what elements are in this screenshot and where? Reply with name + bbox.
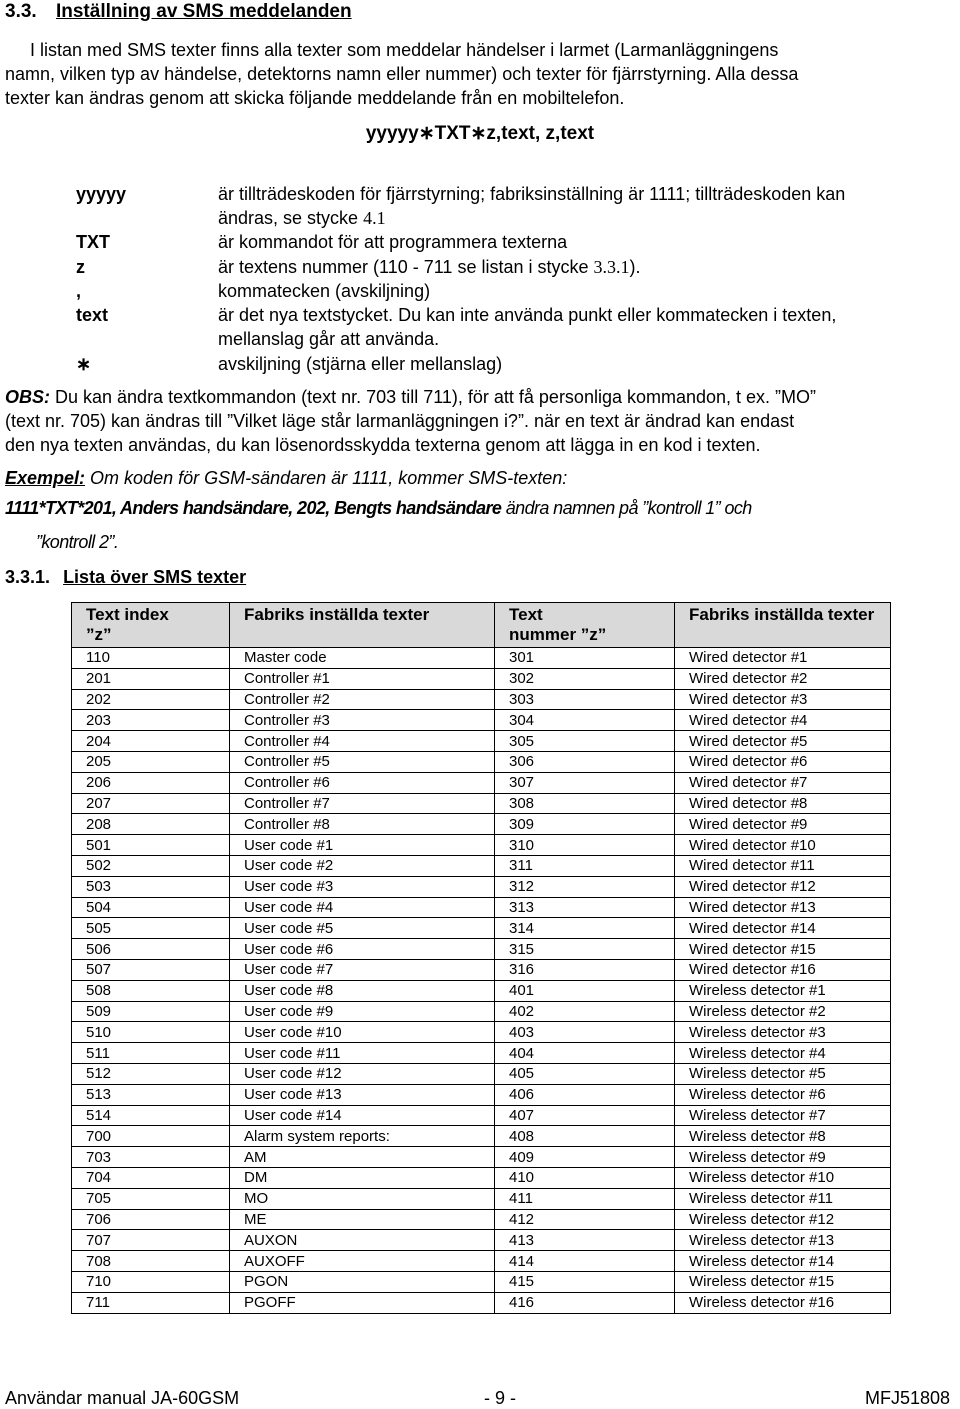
footer-right: MFJ51808 [865, 1388, 951, 1408]
cell-factory-text-2: Wired detector #15 [675, 939, 891, 960]
cell-factory-text: User code #4 [230, 897, 495, 918]
cell-factory-text-2: Wired detector #10 [675, 835, 891, 856]
cell-text-number: 402 [495, 1001, 675, 1022]
cell-factory-text: PGON [230, 1271, 495, 1292]
cell-text-number: 304 [495, 710, 675, 731]
cell-factory-text: Controller #8 [230, 814, 495, 835]
cell-text-index: 512 [72, 1063, 230, 1084]
cell-text-index: 704 [72, 1167, 230, 1188]
section-heading [5, 1, 352, 23]
cell-text-number: 410 [495, 1167, 675, 1188]
cell-factory-text: AUXOFF [230, 1251, 495, 1272]
cell-text-number: 413 [495, 1230, 675, 1251]
command-syntax: yyyyy∗TXT∗z,text, z,text [365, 123, 595, 144]
table-row [72, 1043, 891, 1064]
cell-factory-text: Alarm system reports: [230, 1126, 495, 1147]
cell-factory-text-2: Wired detector #2 [675, 668, 891, 689]
def-term-text: text [76, 305, 109, 325]
sms-text-table [71, 602, 891, 1314]
cell-text-number: 302 [495, 668, 675, 689]
header-text-number: Text nummer ”z” [495, 603, 675, 648]
cell-factory-text-2: Wireless detector #3 [675, 1022, 891, 1043]
cell-text-index: 207 [72, 793, 230, 814]
cell-text-number: 311 [495, 855, 675, 876]
cell-factory-text: User code #5 [230, 918, 495, 939]
cell-factory-text-2: Wired detector #6 [675, 751, 891, 772]
cell-factory-text: AUXON [230, 1230, 495, 1251]
cell-text-index: 502 [72, 855, 230, 876]
cell-factory-text: Controller #4 [230, 731, 495, 752]
cell-factory-text: User code #13 [230, 1084, 495, 1105]
cell-factory-text: Controller #5 [230, 751, 495, 772]
cell-text-number: 406 [495, 1084, 675, 1105]
cell-text-number: 414 [495, 1251, 675, 1272]
cell-factory-text-2: Wired detector #7 [675, 772, 891, 793]
cell-factory-text-2: Wired detector #4 [675, 710, 891, 731]
obs-line-2: (text nr. 705) kan ändras till ”Vilket läge står larmanläggningen i?”. när en text är ändrad kan endast [5, 411, 795, 431]
table-row [72, 1105, 891, 1126]
cell-factory-text: Controller #1 [230, 668, 495, 689]
intro-line-2: namn, vilken typ av händelse, detektorns namn eller nummer) och texter för fjärrstyrning. Alla dessa [5, 64, 799, 84]
cell-factory-text: User code #11 [230, 1043, 495, 1064]
example-command: 1111*TXT*201, Anders handsändare, 202, Bengts handsändare [5, 498, 502, 518]
def-text-yyyyy-2: ändras, se stycke 4.1 [218, 208, 386, 228]
cell-text-number: 409 [495, 1147, 675, 1168]
cell-text-number: 308 [495, 793, 675, 814]
cell-text-index: 510 [72, 1022, 230, 1043]
subsection-heading [5, 567, 246, 588]
cell-text-index: 501 [72, 835, 230, 856]
section-number: 3.3. [5, 1, 37, 22]
cell-text-index: 509 [72, 1001, 230, 1022]
table-row [72, 835, 891, 856]
cell-text-index: 711 [72, 1292, 230, 1313]
cell-text-number: 305 [495, 731, 675, 752]
obs-line-1: OBS: Du kan ändra textkommandon (text nr. 703 till 711), för att få personliga kommandon, t ex. ”MO” [5, 387, 817, 407]
cell-text-index: 110 [72, 648, 230, 669]
cell-text-index: 205 [72, 751, 230, 772]
table-row [72, 731, 891, 752]
obs-label: OBS: [5, 387, 50, 407]
cell-factory-text: User code #8 [230, 980, 495, 1001]
cell-text-number: 303 [495, 689, 675, 710]
cell-factory-text: ME [230, 1209, 495, 1230]
table-row [72, 1292, 891, 1313]
header-factory-texts: Fabriks inställda texter [230, 603, 495, 648]
cell-text-index: 700 [72, 1126, 230, 1147]
cell-text-index: 505 [72, 918, 230, 939]
def-text-z: är textens nummer (110 - 711 se listan i stycke 3.3.1). [218, 257, 641, 277]
cell-factory-text-2: Wired detector #13 [675, 897, 891, 918]
cell-text-number: 405 [495, 1063, 675, 1084]
def-term-yyyyy: yyyyy [76, 184, 127, 204]
cell-factory-text: User code #6 [230, 939, 495, 960]
header-factory-texts-2: Fabriks inställda texter [675, 603, 891, 648]
cell-text-index: 710 [72, 1271, 230, 1292]
cell-factory-text-2: Wireless detector #13 [675, 1230, 891, 1251]
table-row [72, 1188, 891, 1209]
cell-factory-text: Controller #3 [230, 710, 495, 731]
cell-factory-text-2: Wireless detector #5 [675, 1063, 891, 1084]
cell-factory-text-2: Wired detector #5 [675, 731, 891, 752]
cell-factory-text: User code #10 [230, 1022, 495, 1043]
cell-text-number: 307 [495, 772, 675, 793]
table-row [72, 959, 891, 980]
cell-text-number: 404 [495, 1043, 675, 1064]
table-row [72, 1001, 891, 1022]
example-command-line: 1111*TXT*201, Anders handsändare, 202, Bengts handsändare ändra namnen på ”kontroll 1” och [5, 498, 752, 518]
table-row [72, 1271, 891, 1292]
cell-text-number: 306 [495, 751, 675, 772]
cell-text-index: 506 [72, 939, 230, 960]
cell-factory-text: Controller #2 [230, 689, 495, 710]
table-row [72, 772, 891, 793]
cell-text-index: 705 [72, 1188, 230, 1209]
table-row [72, 668, 891, 689]
cell-text-index: 201 [72, 668, 230, 689]
footer-page-number: - 9 - [484, 1388, 517, 1408]
cell-factory-text: User code #14 [230, 1105, 495, 1126]
header-text-index: Text index ”z” [72, 603, 230, 648]
cell-factory-text: User code #7 [230, 959, 495, 980]
cell-text-index: 703 [72, 1147, 230, 1168]
table-row [72, 793, 891, 814]
cell-factory-text-2: Wireless detector #7 [675, 1105, 891, 1126]
example-intro: Exempel: Om koden för GSM-sändaren är 1111, kommer SMS-texten: [5, 468, 568, 488]
cell-text-number: 416 [495, 1292, 675, 1313]
cell-factory-text-2: Wired detector #16 [675, 959, 891, 980]
table-row [72, 1230, 891, 1251]
cell-text-index: 206 [72, 772, 230, 793]
cell-factory-text: PGOFF [230, 1292, 495, 1313]
def-text-text-2: mellanslag går att använda. [218, 329, 440, 349]
subsection-title: Lista över SMS texter [63, 567, 247, 587]
cell-text-index: 508 [72, 980, 230, 1001]
cell-factory-text-2: Wireless detector #16 [675, 1292, 891, 1313]
cell-text-index: 202 [72, 689, 230, 710]
cell-text-index: 203 [72, 710, 230, 731]
cell-factory-text-2: Wired detector #1 [675, 648, 891, 669]
cell-text-index: 708 [72, 1251, 230, 1272]
cell-text-index: 204 [72, 731, 230, 752]
def-text-text-1: är det nya textstycket. Du kan inte använda punkt eller kommatecken i texten, [218, 305, 837, 325]
cell-factory-text-2: Wireless detector #12 [675, 1209, 891, 1230]
cell-text-index: 503 [72, 876, 230, 897]
def-term-star: ∗ [76, 354, 92, 374]
cell-text-number: 407 [495, 1105, 675, 1126]
cell-factory-text-2: Wired detector #14 [675, 918, 891, 939]
cell-factory-text: User code #3 [230, 876, 495, 897]
cell-factory-text-2: Wired detector #3 [675, 689, 891, 710]
cell-factory-text: Controller #6 [230, 772, 495, 793]
cell-text-number: 403 [495, 1022, 675, 1043]
cell-text-number: 412 [495, 1209, 675, 1230]
cell-factory-text-2: Wireless detector #15 [675, 1271, 891, 1292]
table-row [72, 648, 891, 669]
cell-factory-text-2: Wired detector #9 [675, 814, 891, 835]
cell-text-index: 507 [72, 959, 230, 980]
table-row [72, 1251, 891, 1272]
example-line-3: ”kontroll 2”. [36, 532, 119, 552]
def-term-comma: , [76, 281, 82, 301]
cell-factory-text-2: Wireless detector #1 [675, 980, 891, 1001]
table-row [72, 710, 891, 731]
cell-factory-text: MO [230, 1188, 495, 1209]
table-row [72, 980, 891, 1001]
table-row [72, 1063, 891, 1084]
example-label: Exempel: [5, 468, 86, 488]
cell-text-index: 504 [72, 897, 230, 918]
table-row [72, 1084, 891, 1105]
table-row [72, 1167, 891, 1188]
def-term-z: z [76, 257, 85, 277]
cell-text-number: 301 [495, 648, 675, 669]
obs-line-3: den nya texten användas, du kan lösenordsskydda texterna genom att lägga in en kod i texten. [5, 435, 761, 455]
table-row [72, 751, 891, 772]
def-term-txt: TXT [76, 232, 110, 252]
cell-text-number: 313 [495, 897, 675, 918]
table-row [72, 939, 891, 960]
cell-factory-text-2: Wireless detector #9 [675, 1147, 891, 1168]
cell-text-number: 411 [495, 1188, 675, 1209]
cell-text-index: 706 [72, 1209, 230, 1230]
table-row [72, 1126, 891, 1147]
cell-text-index: 707 [72, 1230, 230, 1251]
def-text-txt: är kommandot för att programmera texterna [218, 232, 568, 252]
cell-text-number: 315 [495, 939, 675, 960]
cell-text-number: 401 [495, 980, 675, 1001]
table-row [72, 1209, 891, 1230]
section-title: Inställning av SMS meddelanden [55, 1, 352, 22]
cell-text-number: 314 [495, 918, 675, 939]
table-row [72, 689, 891, 710]
cell-text-index: 513 [72, 1084, 230, 1105]
cell-text-index: 514 [72, 1105, 230, 1126]
cell-factory-text: Master code [230, 648, 495, 669]
cell-text-number: 408 [495, 1126, 675, 1147]
cell-factory-text-2: Wireless detector #2 [675, 1001, 891, 1022]
subsection-number: 3.3.1. [5, 567, 51, 587]
table-row [72, 1147, 891, 1168]
cell-factory-text-2: Wireless detector #11 [675, 1188, 891, 1209]
cell-factory-text-2: Wireless detector #6 [675, 1084, 891, 1105]
def-text-star: avskiljning (stjärna eller mellanslag) [218, 354, 503, 374]
cell-factory-text-2: Wireless detector #8 [675, 1126, 891, 1147]
cell-factory-text-2: Wireless detector #14 [675, 1251, 891, 1272]
cell-factory-text: DM [230, 1167, 495, 1188]
cell-factory-text-2: Wireless detector #10 [675, 1167, 891, 1188]
table-row [72, 918, 891, 939]
cell-factory-text: User code #12 [230, 1063, 495, 1084]
cell-text-number: 415 [495, 1271, 675, 1292]
cell-factory-text: Controller #7 [230, 793, 495, 814]
def-text-yyyyy-1: är tillträdeskoden för fjärrstyrning; fabriksinställning är 1111; tillträdeskoden kan [218, 184, 846, 204]
table-row [72, 876, 891, 897]
cell-text-number: 310 [495, 835, 675, 856]
table-row [72, 1022, 891, 1043]
def-text-comma: kommatecken (avskiljning) [218, 281, 431, 301]
table-body [72, 648, 891, 1314]
cell-text-index: 511 [72, 1043, 230, 1064]
cell-factory-text-2: Wired detector #12 [675, 876, 891, 897]
table-row [72, 855, 891, 876]
table-header-row [72, 603, 891, 648]
cell-text-index: 208 [72, 814, 230, 835]
cell-factory-text-2: Wired detector #8 [675, 793, 891, 814]
intro-line-3: texter kan ändras genom att skicka följande meddelande från en mobiltelefon. [5, 88, 625, 108]
cell-factory-text: User code #9 [230, 1001, 495, 1022]
table-row [72, 897, 891, 918]
cell-text-number: 312 [495, 876, 675, 897]
table-row [72, 814, 891, 835]
intro-line-1: I listan med SMS texter finns alla texter som meddelar händelser i larmet (Larmanläggningens [30, 40, 779, 60]
cell-text-number: 309 [495, 814, 675, 835]
cell-factory-text-2: Wired detector #11 [675, 855, 891, 876]
cell-factory-text: User code #2 [230, 855, 495, 876]
cell-text-number: 316 [495, 959, 675, 980]
cell-factory-text: AM [230, 1147, 495, 1168]
cell-factory-text-2: Wireless detector #4 [675, 1043, 891, 1064]
cell-factory-text: User code #1 [230, 835, 495, 856]
footer-left: Användar manual JA-60GSM [5, 1388, 240, 1408]
